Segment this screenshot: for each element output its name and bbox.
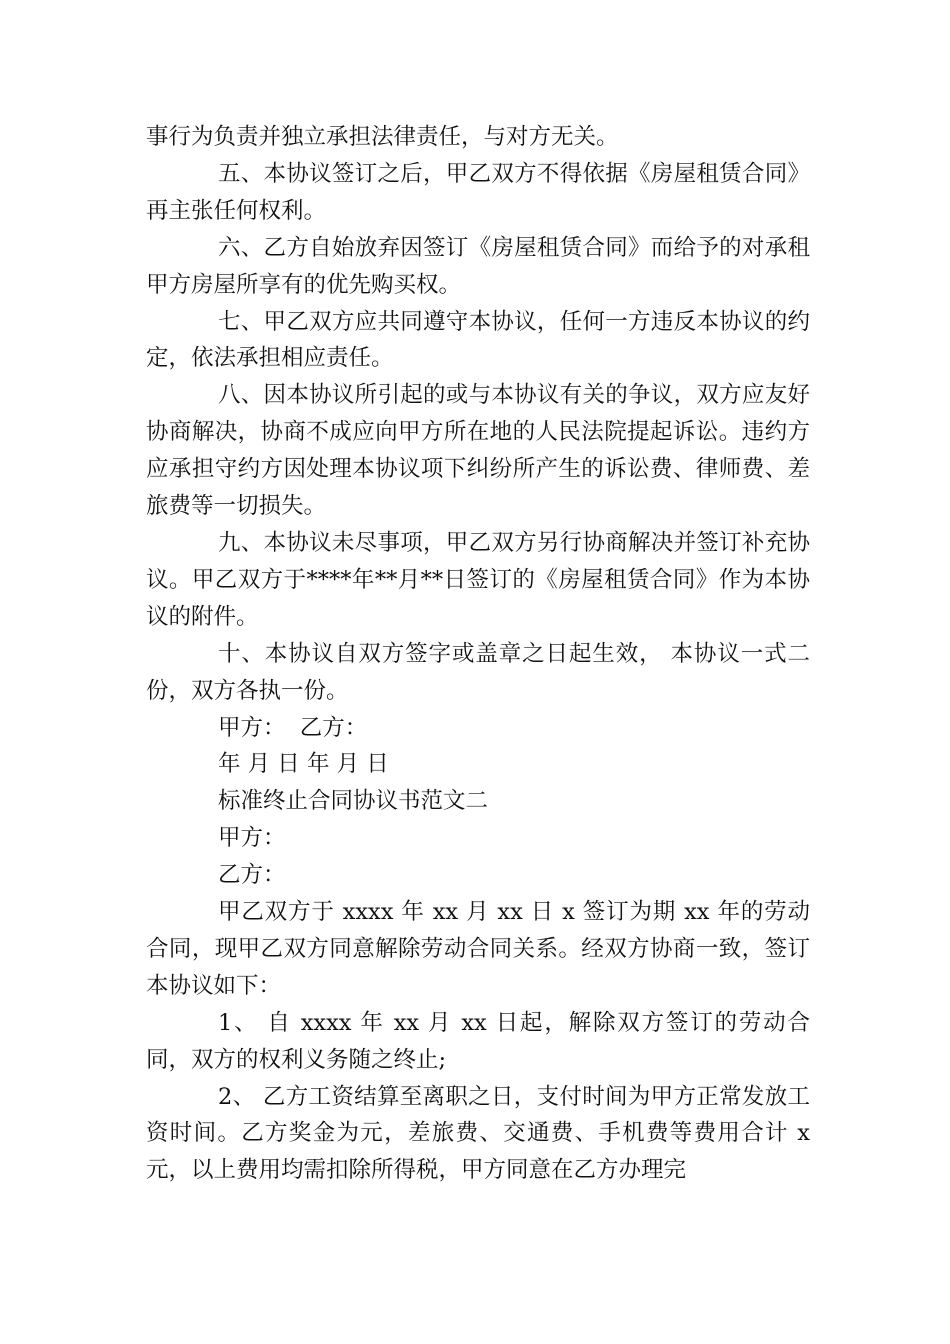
paragraph-continuation: 事行为负责并独立承担法律责任，与对方无关。 (146, 124, 619, 150)
document-body (146, 119, 810, 1189)
paragraph-clause-10: 十、本协议自双方签字或盖章之日起生效， 本协议一式二份，双方各执一份。 (146, 640, 810, 704)
paragraph-clause-5: 五、本协议签订之后，甲乙双方不得依据《房屋租赁合同》再主张任何权利。 (146, 160, 810, 224)
party-a-label: 甲方： (218, 825, 286, 852)
paragraph-item-1: 1、 自 xxxx 年 xx 月 xx 日起，解除双方签订的劳动合同，双方的权利义务随之终止; (146, 1009, 810, 1073)
paragraph-intro: 甲乙双方于 xxxx 年 xx 月 xx 日 x 签订为期 xx 年的劳动合同，现甲乙双方同意解除劳动合同关系。经双方协商一致，签订本协议如下： (146, 899, 810, 999)
paragraph-item-2: 2、 乙方工资结算至离职之日，支付时间为甲方正常发放工资时间。乙方奖金为元，差旅费、交通费、手机费等费用合计 x 元，以上费用均需扣除所得税，甲方同意在乙方办理完 (146, 1083, 810, 1184)
signature-dates: 年 月 日 年 月 日 (218, 751, 389, 778)
paragraph-clause-6: 六、乙方自始放弃因签订《房屋租赁合同》而给予的对承租甲方房屋所享有的优先购买权。 (146, 234, 810, 298)
paragraph-clause-9: 九、本协议未尽事项，甲乙双方另行协商解决并签订补充协议。甲乙双方于****年**月**日签订的《房屋租赁合同》作为本协议的附件。 (146, 529, 810, 630)
paragraph-clause-8: 八、因本协议所引起的或与本协议有关的争议，双方应友好协商解决，协商不成应向甲方所在地的人民法院提起诉讼。违约方应承担守约方因处理本协议项下纠纷所产生的诉讼费、律师费、差旅费等一切损失。 (146, 382, 810, 520)
signature-parties: 甲方： 乙方： (218, 714, 368, 741)
paragraph-clause-7: 七、甲乙双方应共同遵守本协议，任何一方违反本协议的约定，依法承担相应责任。 (146, 308, 810, 372)
section-title: 标准终止合同协议书范文二 (218, 788, 489, 815)
party-b-label: 乙方： (218, 862, 286, 889)
